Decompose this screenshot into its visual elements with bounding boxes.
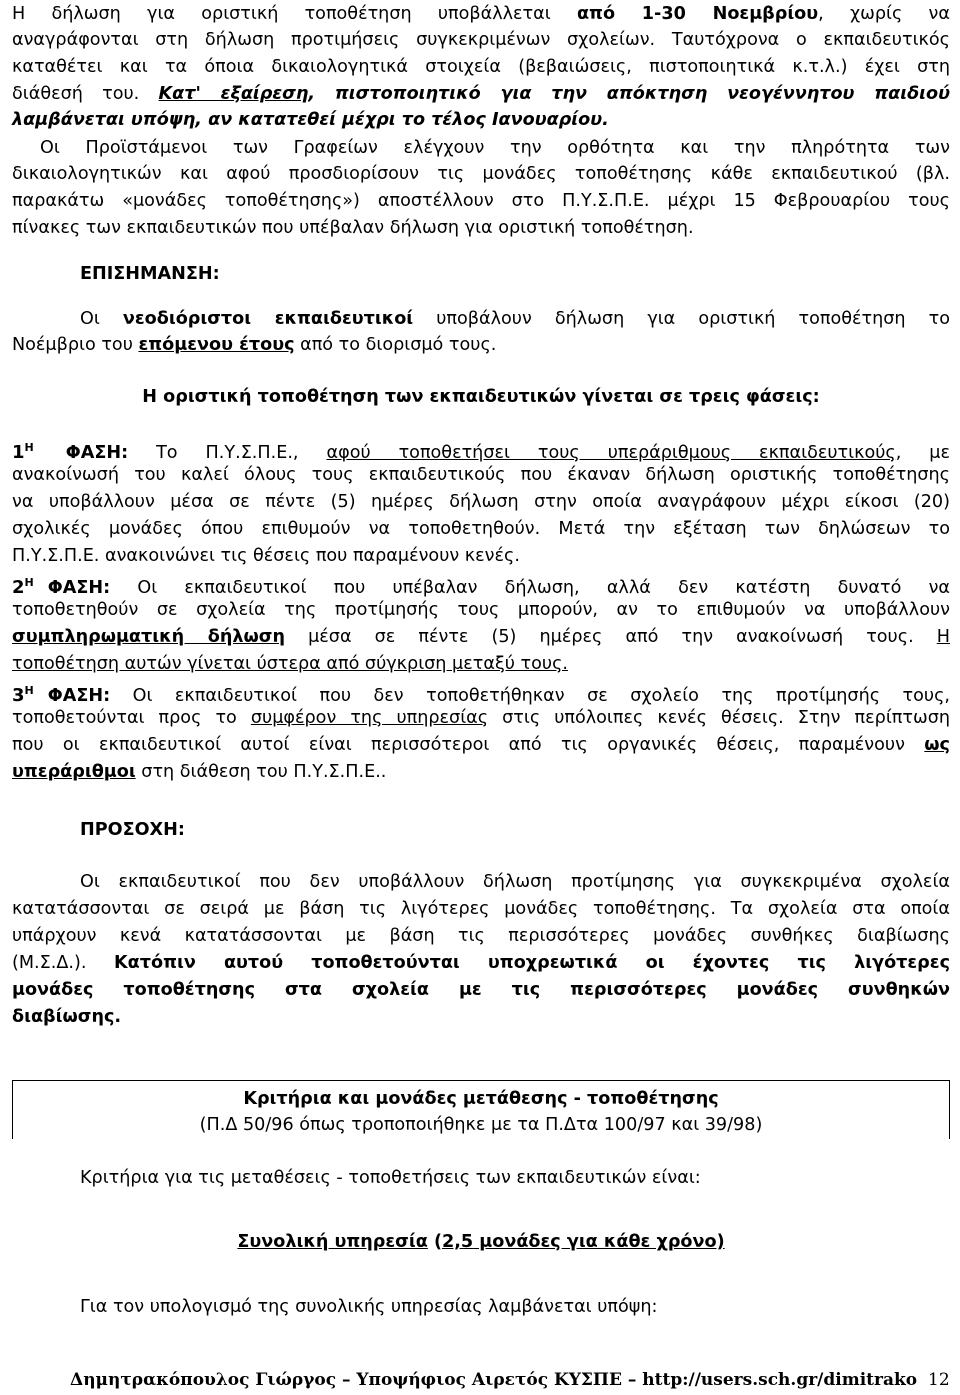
para2-line1: Οι Προϊστάμενοι των Γραφείων ελέγχουν την ορθότητα και την πληρότητα των [40,138,950,158]
attention-line3: υπάρχουν κενά κατατάσσονται με βάση τις περισσότερες μονάδες συνθήκες διαβίωσης [12,926,950,946]
attention-line4: (Μ.Σ.Δ.). Κατόπιν αυτού τοποθετούνται υποχρεωτικά οι έχοντες τις λιγότερες [12,953,950,973]
attention-heading: ΠΡΟΣΟΧΗ: [80,820,185,840]
notice-heading: ΕΠΙΣΗΜΑΝΣΗ: [80,264,220,284]
footer-text: Δημητρακόπουλος Γιώργος – Υποψήφιος Αιρετός ΚΥΣΠΕ – http://users.sch.gr/dimitrako [70,1370,918,1390]
phase3-line4: υπεράριθμοι στη διάθεση του Π.Υ.Σ.Π.Ε.. [12,762,387,782]
phase3-line3: που οι εκπαιδευτικοί αυτοί είναι περισσότεροι από τις οργανικές θέσεις, παραμένουν ως [12,735,950,755]
notice-line2: Νοέμβριο του επόμενου έτους από το διορισμό τους. [12,335,497,355]
phases-title: Η οριστική τοποθέτηση των εκπαιδευτικών γίνεται σε τρεις φάσεις: [142,387,820,407]
phase1-line1: $1^H$ ΦΑΣΗ: Το Π.Υ.Σ.Π.Ε., αφού τοποθετήσει τους υπεράριθμους εκπαιδευτικούς, με [12,441,950,463]
para1-line4: διάθεσή του. Κατ' εξαίρεση, πιστοποιητικό για την απόκτηση νεογέννητου παιδιού [12,84,950,104]
phase2-line3: συμπληρωματική δήλωση μέσα σε πέντε (5) ημέρες από την ανακοίνωσή τους. Η [12,627,950,647]
attention-line6: διαβίωσης. [12,1007,122,1027]
phase1-line5: Π.Υ.Σ.Π.Ε. ανακοινώνει τις θέσεις που παραμένουν κενές. [12,546,520,566]
phase3-line2: τοποθετούνται προς το συμφέρον της υπηρεσίας στις υπόλοιπες κενές θέσεις. Στην περίπτωση [12,708,950,728]
attention-line1: Οι εκπαιδευτικοί που δεν υποβάλλουν δήλωση προτίμησης για συγκεκριμένα σχολεία [80,872,950,892]
phase2-line1: $2^H$ ΦΑΣΗ: Οι εκπαιδευτικοί που υπέβαλαν δήλωση, αλλά δεν κατέστη δυνατό να [12,576,950,598]
attention-line2: κατατάσσονται σε σειρά με βάση τις λιγότερες μονάδες τοποθέτησης. Τα σχολεία στα οποία [12,899,950,919]
criteria-intro: Κριτήρια για τις μεταθέσεις - τοποθετήσεις των εκπαιδευτικών είναι: [80,1168,701,1188]
phase1-line2: ανακοίνωσή του καλεί όλους τους εκπαιδευτικούς που έκαναν δήλωση οριστικής τοποθέτησης [12,465,950,485]
para2-line3: παρακάτω «μονάδες τοποθέτησης») αποστέλλουν στο Π.Υ.Σ.Π.Ε. μέχρι 15 Φεβρουαρίου τους [12,191,950,211]
criteria-title: Κριτήρια και μονάδες μετάθεσης - τοποθέτησης [243,1089,719,1109]
notice-line1: Οι νεοδιόριστοι εκπαιδευτικοί υποβάλουν δήλωση για οριστική τοποθέτηση το [80,309,951,329]
phase1-line3: να υποβάλλουν μέσα σε πέντε (5) ημέρες δήλωση στην οποία αναγράφουν μέχρι είκοσι (20) [12,492,950,512]
para1-line1: Η δήλωση για οριστική τοποθέτηση υποβάλλεται από 1-30 Νοεμβρίου, χωρίς να [12,4,950,24]
page-number: 12 [928,1370,950,1390]
para1-line5: λαμβάνεται υπόψη, αν κατατεθεί μέχρι το τέλος Ιανουαρίου. [12,110,609,130]
para1-line2: αναγράφονται στη δήλωση προτιμήσεις συγκεκριμένων σχολείων. Ταυτόχρονα ο εκπαιδευτικός [12,30,950,50]
service-note: Για τον υπολογισμό της συνολικής υπηρεσίας λαμβάνεται υπόψη: [80,1297,658,1317]
criteria-subtitle: (Π.Δ 50/96 όπως τροποποιήθηκε με τα Π.Δτα 100/97 και 39/98) [199,1115,763,1135]
phase1-line4: σχολικές μονάδες όπου επιθυμούν να τοποθετηθούν. Μετά την εξέταση των δηλώσεων το [12,519,950,539]
para2-line2: δικαιολογητικών και αφού προσδιορίσουν τις μονάδες τοποθέτησης κάθε εκπαιδευτικού (βλ. [12,164,950,184]
attention-line5: μονάδες τοποθέτησης στα σχολεία με τις περισσότερες μονάδες συνθηκών [12,980,950,1000]
phase2-line4: τοποθέτηση αυτών γίνεται ύστερα από σύγκριση μεταξύ τους. [12,654,568,674]
para2-line4: πίνακες των εκπαιδευτικών που υπέβαλαν δήλωση για οριστική τοποθέτηση. [12,218,694,238]
total-service-heading: Συνολική υπηρεσία (2,5 μονάδες για κάθε χρόνο) [237,1232,725,1252]
para1-line3: καταθέτει και τα όποια δικαιολογητικά στοιχεία (βεβαιώσεις, πιστοποιητικά κ.τ.λ.) έχει στη [12,57,950,77]
phase2-line2: τοποθετηθούν σε σχολεία της προτίμησής τους μπορούν, αν το επιθυμούν να υποβάλλουν [12,600,950,620]
phase3-line1: $3^H$ ΦΑΣΗ: Οι εκπαιδευτικοί που δεν τοποθετήθηκαν σε σχολείο της προτίμησής τους, [12,684,950,706]
